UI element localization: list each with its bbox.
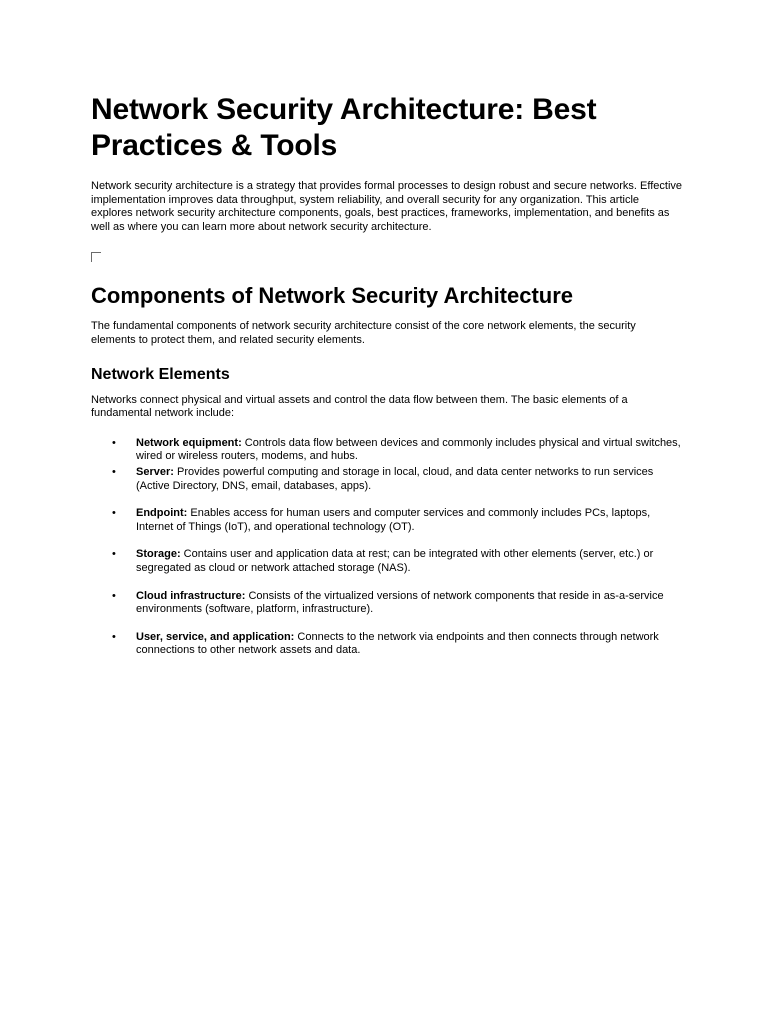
bullet-icon: • bbox=[112, 507, 116, 520]
section-intro-paragraph: The fundamental components of network security architecture consist of the core network elements, the security elements to protect them, and related security elements. bbox=[91, 320, 636, 346]
list-item-term: Server: bbox=[136, 465, 174, 478]
bullet-icon: • bbox=[112, 589, 116, 602]
list-item-term: Network equipment: bbox=[136, 436, 242, 449]
list-item-term: Endpoint: bbox=[136, 507, 188, 520]
list-item-network-equipment bbox=[91, 437, 682, 464]
network-elements-list bbox=[91, 437, 682, 658]
list-item-description: Controls data flow between devices and commonly includes physical and virtual switches, wired or wireless routers, modems, and hubs. bbox=[136, 436, 681, 463]
bullet-icon: • bbox=[112, 436, 116, 449]
document-title: Network Security Architecture: Best Practices & Tools bbox=[91, 93, 597, 162]
list-item-user-service-application bbox=[91, 631, 682, 658]
list-item-term: Storage: bbox=[136, 548, 181, 561]
list-item-cloud-infrastructure bbox=[91, 590, 682, 617]
list-item-description: Enables access for human users and computer services and commonly includes PCs, laptops, Internet of Things (IoT), and operational technology (OT). bbox=[136, 507, 651, 533]
section-title-components: Components of Network Security Architecture bbox=[91, 283, 574, 309]
list-item-description: Provides powerful computing and storage in local, cloud, and data center networks to run services (Active Directory, DNS, email, databases, apps). bbox=[136, 465, 654, 492]
broken-image-icon bbox=[91, 252, 101, 262]
subsection-title-network-elements: Network Elements bbox=[91, 365, 230, 383]
subsection-intro-paragraph: Networks connect physical and virtual assets and control the data flow between them. The basic elements of a fundamental network include: bbox=[91, 393, 628, 420]
list-item-description: Contains user and application data at rest; can be integrated with other elements (server, etc.) or segregated as cloud or network attached storage (NAS). bbox=[136, 548, 654, 574]
bullet-icon: • bbox=[112, 465, 116, 478]
list-item-term: User, service, and application: bbox=[136, 630, 295, 643]
list-item-term: Cloud infrastructure: bbox=[136, 589, 246, 602]
bullet-icon: • bbox=[112, 548, 116, 561]
list-item-endpoint bbox=[91, 507, 682, 534]
list-item-description: Connects to the network via endpoints and then connects through network connections to other network assets and data. bbox=[136, 630, 659, 657]
intro-paragraph: Network security architecture is a strategy that provides formal processes to design robust and secure networks. Effective implementation improves data throughput, system reliability, and overall security for any organization. This article explores network security architecture components, goals, best practices, frameworks, implementation, and benefits as well as where you can learn more about network security architecture. bbox=[91, 180, 683, 233]
list-item-server bbox=[91, 466, 682, 493]
list-item-storage bbox=[91, 548, 682, 575]
bullet-icon: • bbox=[112, 630, 116, 643]
list-item-description: Consists of the virtualized versions of network components that reside in as-a-service environments (software, platform, infrastructure). bbox=[136, 589, 664, 616]
